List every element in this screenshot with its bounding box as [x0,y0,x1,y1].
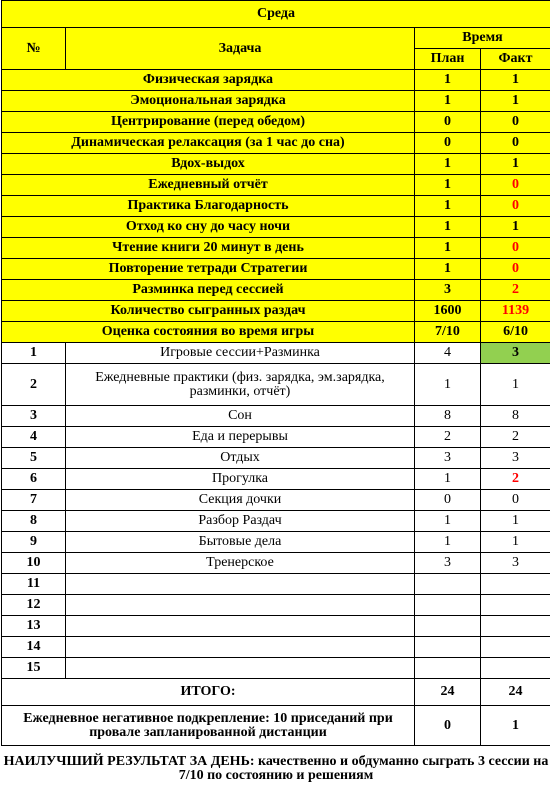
schedule-task: Секция дочки [66,490,415,511]
habit-plan: 0 [415,133,481,154]
schedule-task: Сон [66,406,415,427]
habit-plan: 1 [415,70,481,91]
habit-plan: 1600 [415,301,481,322]
schedule-plan [415,658,481,679]
schedule-row [2,448,550,469]
habit-task: Повторение тетради Стратегии [2,259,415,280]
habit-row [2,91,550,112]
habit-fact: 0 [481,112,550,133]
habit-plan: 7/10 [415,322,481,343]
total-plan: 24 [415,679,481,706]
habit-task: Динамическая релаксация (за 1 час до сна) [2,133,415,154]
day-title: Среда [2,1,550,28]
schedule-fact: 1 [481,511,550,532]
schedule-number: 6 [2,469,66,490]
total-label: ИТОГО: [2,679,415,706]
habit-row [2,133,550,154]
habit-task: Эмоциональная зарядка [2,91,415,112]
habit-plan: 1 [415,217,481,238]
schedule-row [2,595,550,616]
schedule-number: 11 [2,574,66,595]
schedule-row [2,490,550,511]
schedule-task [66,574,415,595]
schedule-fact [481,574,550,595]
schedule-row [2,532,550,553]
time-header: Время [415,28,550,49]
habit-fact: 1 [481,217,550,238]
habit-row [2,280,550,301]
habit-task: Вдох-выдох [2,154,415,175]
schedule-plan: 3 [415,448,481,469]
schedule-fact [481,616,550,637]
habit-task: Разминка перед сессией [2,280,415,301]
schedule-number: 12 [2,595,66,616]
habit-row [2,175,550,196]
schedule-number: 7 [2,490,66,511]
schedule-fact: 1 [481,364,550,406]
schedule-row [2,406,550,427]
schedule-plan: 8 [415,406,481,427]
habit-row [2,196,550,217]
habit-task: Центрирование (перед обедом) [2,112,415,133]
schedule-fact [481,637,550,658]
habit-fact: 0 [481,238,550,259]
habit-plan: 0 [415,112,481,133]
schedule-task: Отдых [66,448,415,469]
schedule-fact: 2 [481,469,550,490]
schedule-plan: 4 [415,343,481,364]
schedule-number: 10 [2,553,66,574]
schedule-task: Прогулка [66,469,415,490]
habit-task: Чтение книги 20 минут в день [2,238,415,259]
daily-plan-table [1,0,550,792]
habit-row [2,259,550,280]
habit-plan: 1 [415,238,481,259]
schedule-row [2,343,550,364]
schedule-task [66,616,415,637]
fact-header: Факт [481,49,550,70]
habit-fact: 1 [481,154,550,175]
total-row [2,679,550,706]
habit-fact: 2 [481,280,550,301]
schedule-task: Бытовые дела [66,532,415,553]
schedule-row [2,658,550,679]
schedule-plan: 2 [415,427,481,448]
schedule-plan: 1 [415,532,481,553]
schedule-task [66,658,415,679]
habit-row [2,70,550,91]
schedule-task [66,637,415,658]
header-row-1 [2,28,550,49]
schedule-fact: 0 [481,490,550,511]
schedule-task: Тренерское [66,553,415,574]
habit-fact: 0 [481,133,550,154]
schedule-number: 1 [2,343,66,364]
schedule-fact: 3 [481,553,550,574]
schedule-plan [415,637,481,658]
schedule-row [2,616,550,637]
habit-task: Оценка состояния во время игры [2,322,415,343]
schedule-number: 14 [2,637,66,658]
best-result-row [2,746,550,792]
schedule-plan: 0 [415,490,481,511]
schedule-number: 3 [2,406,66,427]
task-header: Задача [66,28,415,70]
total-fact: 24 [481,679,550,706]
plan-header: План [415,49,481,70]
schedule-plan: 1 [415,511,481,532]
number-header: № [2,28,66,70]
schedule-plan [415,616,481,637]
best-result-note: НАИЛУЧШИЙ РЕЗУЛЬТАТ ЗА ДЕНЬ: качественно и обдуманно сыграть 3 сессии на 7/10 по состоянию и решениям [3,753,549,783]
schedule-plan [415,595,481,616]
habit-task: Количество сыгранных раздач [2,301,415,322]
schedule-fact: 2 [481,427,550,448]
habit-plan: 1 [415,259,481,280]
schedule-number: 2 [2,364,66,406]
schedule-number: 5 [2,448,66,469]
habit-row [2,217,550,238]
schedule-number: 8 [2,511,66,532]
schedule-task: Еда и перерывы [66,427,415,448]
habit-fact: 1 [481,70,550,91]
habit-plan: 1 [415,154,481,175]
schedule-row [2,574,550,595]
habit-task: Ежедневный отчёт [2,175,415,196]
schedule-task [66,595,415,616]
schedule-row [2,427,550,448]
habit-plan: 1 [415,91,481,112]
negative-plan: 0 [415,706,481,746]
schedule-plan [415,574,481,595]
schedule-plan: 1 [415,364,481,406]
habit-plan: 1 [415,196,481,217]
habit-row [2,154,550,175]
schedule-task: Разбор Раздач [66,511,415,532]
habit-fact: 0 [481,259,550,280]
schedule-row [2,511,550,532]
schedule-task: Ежедневные практики (физ. зарядка, эм.зарядка, разминки, отчёт) [66,364,415,406]
habit-plan: 1 [415,175,481,196]
habit-plan: 3 [415,280,481,301]
schedule-fact: 3 [481,343,550,364]
habit-row [2,238,550,259]
habit-fact: 6/10 [481,322,550,343]
habit-fact: 0 [481,196,550,217]
habit-row [2,112,550,133]
schedule-plan: 3 [415,553,481,574]
schedule-plan: 1 [415,469,481,490]
schedule-number: 4 [2,427,66,448]
schedule-row [2,553,550,574]
schedule-fact: 3 [481,448,550,469]
schedule-fact: 8 [481,406,550,427]
negative-reinforcement-row [2,706,550,746]
habit-task: Отход ко сну до часу ночи [2,217,415,238]
schedule-fact [481,595,550,616]
schedule-row [2,469,550,490]
schedule-fact [481,658,550,679]
schedule-number: 15 [2,658,66,679]
habit-fact: 0 [481,175,550,196]
habit-task: Физическая зарядка [2,70,415,91]
title-row [2,1,550,28]
habit-row [2,301,550,322]
schedule-number: 9 [2,532,66,553]
schedule-number: 13 [2,616,66,637]
schedule-row [2,637,550,658]
habit-fact: 1 [481,91,550,112]
negative-reinforcement-label: Ежедневное негативное подкрепление: 10 приседаний при провале запланированной дистанции [2,706,415,746]
negative-fact: 1 [481,706,550,746]
habit-fact: 1139 [481,301,550,322]
habit-task: Практика Благодарность [2,196,415,217]
schedule-row [2,364,550,406]
schedule-task: Игровые сессии+Разминка [66,343,415,364]
habit-row [2,322,550,343]
schedule-fact: 1 [481,532,550,553]
